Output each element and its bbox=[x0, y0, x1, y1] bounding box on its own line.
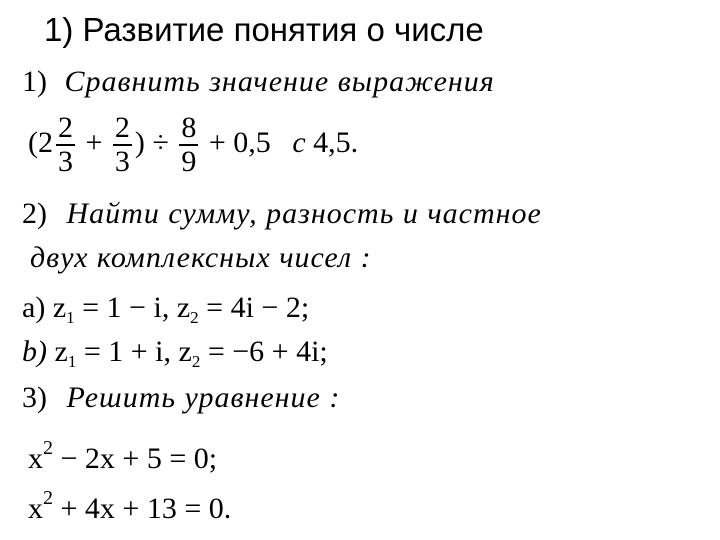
part-a-z2-value: = 4i − 2; bbox=[206, 291, 310, 324]
part-b-z1: z bbox=[54, 335, 68, 368]
part-a-z1-sub: 1 bbox=[66, 308, 75, 327]
task2-subheading bbox=[30, 240, 372, 276]
part-b-label: b) bbox=[22, 335, 47, 368]
part-b-z2-value: = −6 + 4i; bbox=[207, 335, 328, 368]
task2-heading bbox=[22, 196, 542, 232]
frac2-denominator: 3 bbox=[114, 145, 130, 178]
fraction-2-3-a bbox=[56, 112, 75, 178]
expr-rest: + 0,5 bbox=[208, 125, 271, 159]
expr-value: 4,5. bbox=[313, 125, 359, 159]
frac1-denominator: 3 bbox=[58, 145, 73, 178]
task1-text: Сравнить значение выражения bbox=[64, 65, 495, 98]
task2-text1: Найти сумму, разность и частное bbox=[66, 197, 542, 230]
eq1-rest: − 2x + 5 = 0; bbox=[60, 442, 218, 475]
part-a-z2-sub: 2 bbox=[190, 308, 199, 327]
part-b-z1-sub: 1 bbox=[67, 352, 77, 371]
slide-title: 1) Развитие понятия о числе bbox=[44, 11, 484, 48]
expr-with: с bbox=[292, 125, 306, 159]
eq2-power: 2 bbox=[43, 487, 53, 509]
fraction-2-3-b bbox=[113, 112, 132, 178]
frac1-numerator: 2 bbox=[58, 111, 73, 144]
task1-heading bbox=[22, 64, 495, 100]
task3-text: Решить уравнение : bbox=[66, 381, 341, 414]
task1-number: 1) bbox=[22, 65, 47, 98]
task3-heading bbox=[22, 380, 340, 416]
expr-close-div: ) ÷ bbox=[134, 125, 169, 159]
part-b-z2-sub: 2 bbox=[191, 352, 201, 371]
part-a-z1: z bbox=[52, 291, 67, 324]
task2-part-a bbox=[22, 290, 309, 336]
eq2-x: x bbox=[28, 492, 43, 525]
expr-open: (2 bbox=[28, 125, 53, 159]
part-a-z2: z bbox=[176, 291, 191, 324]
task2-text2: двух комплексных чисел : bbox=[30, 241, 372, 274]
part-b-z2: z bbox=[178, 335, 192, 368]
eq2-rest: + 4x + 13 = 0. bbox=[60, 492, 232, 525]
frac3-numerator: 8 bbox=[181, 111, 197, 144]
eq1-x: x bbox=[28, 442, 43, 475]
eq1-power: 2 bbox=[43, 437, 53, 459]
task3-equation-2 bbox=[28, 480, 231, 527]
task2-part-b bbox=[22, 334, 328, 380]
part-a-z1-value: = 1 − i, bbox=[82, 291, 170, 324]
part-a-label: a) bbox=[22, 291, 46, 324]
fraction-8-9 bbox=[179, 112, 198, 178]
frac2-numerator: 2 bbox=[114, 111, 130, 144]
expr-plus: + bbox=[85, 125, 103, 159]
task3-number: 3) bbox=[22, 381, 47, 414]
task1-expression bbox=[28, 112, 358, 178]
part-b-z1-value: = 1 + i, bbox=[83, 335, 172, 368]
task2-number: 2) bbox=[22, 197, 47, 230]
frac3-denominator: 9 bbox=[181, 145, 197, 178]
task3-equation-1 bbox=[28, 430, 217, 477]
